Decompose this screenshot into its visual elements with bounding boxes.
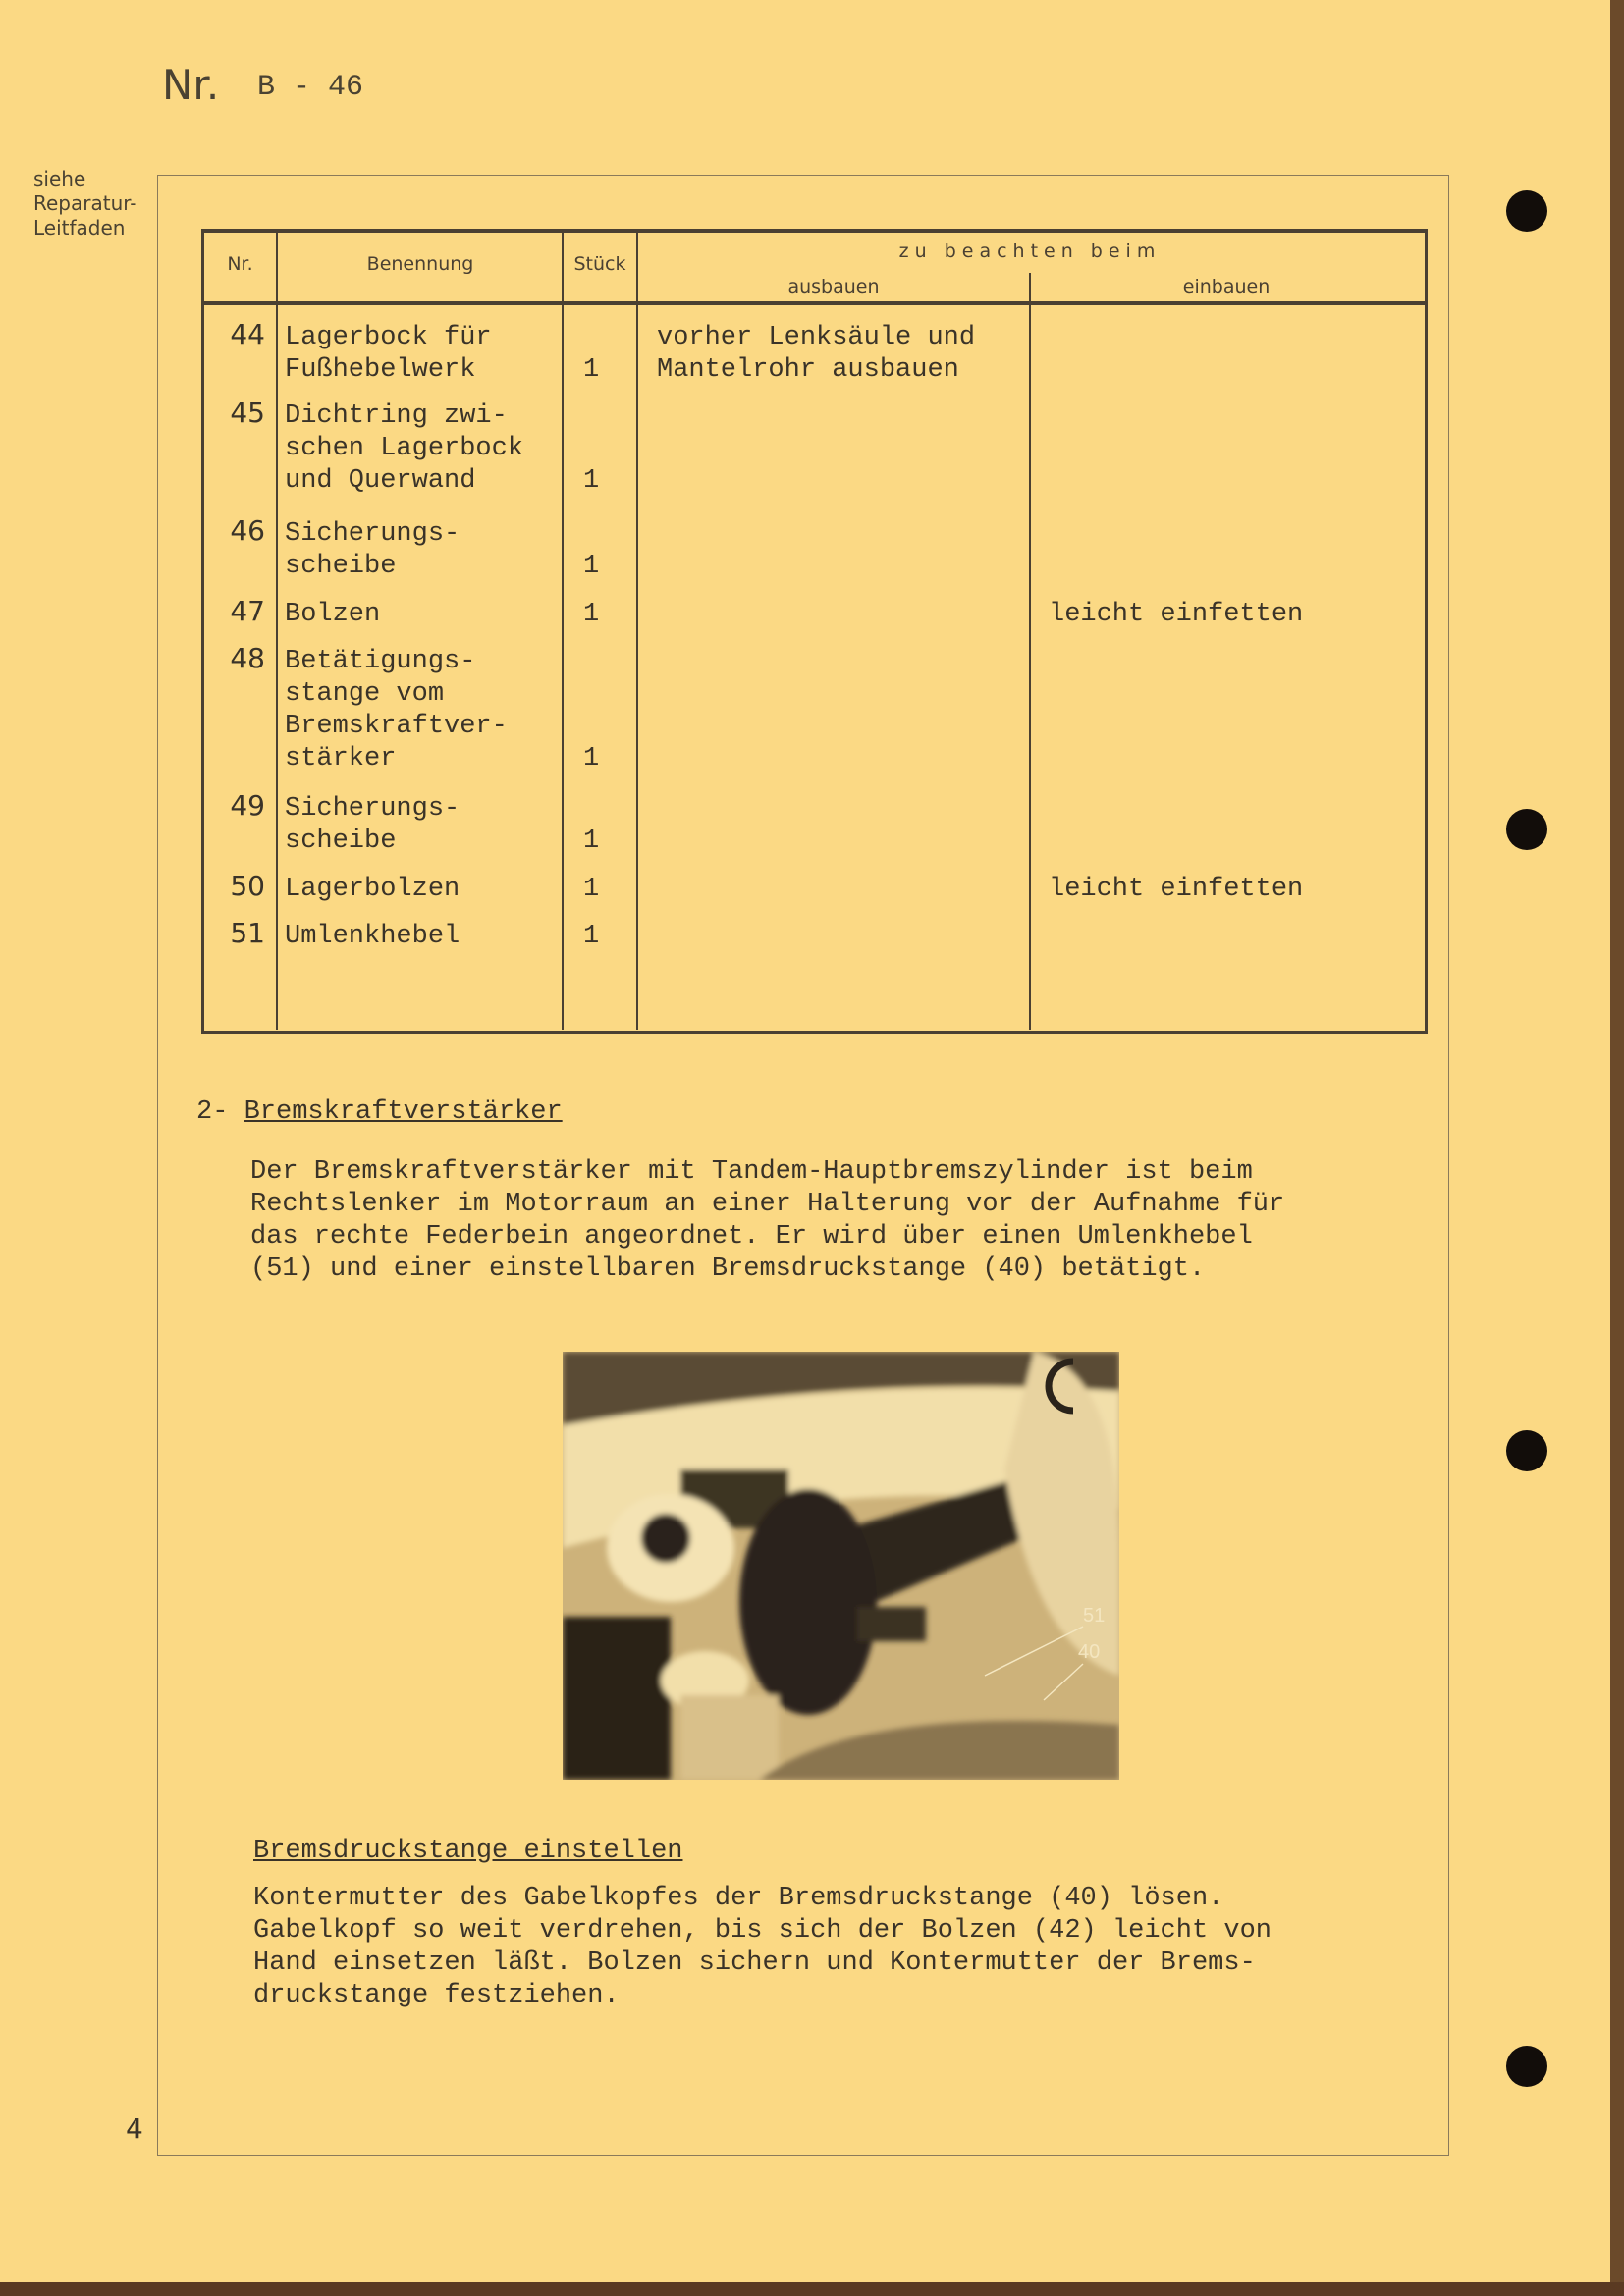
row-stueck: 1 — [583, 875, 600, 904]
row-stueck: 1 — [583, 466, 600, 496]
margin-note-line: Reparatur- — [33, 191, 137, 215]
row-stueck: 1 — [583, 600, 600, 629]
header-nr: Nr. — [227, 253, 253, 275]
row-number: 50 — [230, 870, 265, 902]
punch-hole — [1506, 2046, 1547, 2087]
section-title: Bremskraftverstärker — [244, 1097, 563, 1127]
row-benennung: Sicherungs- scheibe — [285, 794, 460, 856]
column-divider — [1029, 273, 1031, 1030]
brake-booster-photo — [563, 1352, 1119, 1780]
punch-hole — [1506, 809, 1547, 850]
column-divider — [636, 229, 638, 1030]
row-benennung: Lagerbolzen — [285, 875, 460, 904]
section-prefix: 2- — [196, 1097, 229, 1127]
header-group: zu beachten beim — [898, 240, 1162, 262]
page-edge-bottom — [0, 2282, 1624, 2296]
photo-callout-40: 40 — [1078, 1641, 1101, 1663]
margin-note — [33, 167, 136, 240]
row-benennung: Betätigungs- stange vom Bremskraftver- stärker — [285, 647, 508, 774]
page-edge-right — [1610, 0, 1624, 2296]
column-divider — [276, 229, 278, 1030]
row-benennung: Sicherungs- scheibe — [285, 519, 460, 581]
header-stueck: Stück — [573, 253, 626, 275]
doc-number: B - 46 — [257, 71, 364, 104]
photo-callout-51: 51 — [1083, 1605, 1106, 1627]
subsection-paragraph: Kontermutter des Gabelkopfes der Bremsdruckstange (40) lösen. Gabelkopf so weit verdrehen, bis sich der Bolzen (42) leicht von Hand einsetzen läßt. Bolzen sichern und Kontermutter der Brems- druckstange festziehen. — [253, 1884, 1272, 2010]
margin-note-line: Leitfaden — [33, 216, 126, 240]
section-heading — [196, 1096, 563, 1129]
row-stueck: 1 — [583, 827, 600, 856]
column-divider — [562, 229, 564, 1030]
subsection-heading: Bremsdruckstange einstellen — [253, 1837, 683, 1866]
row-number: 51 — [230, 917, 265, 949]
row-number: 45 — [230, 397, 265, 429]
row-einbauen: leicht einfetten — [1049, 875, 1304, 904]
row-benennung: Bolzen — [285, 600, 381, 629]
row-stueck: 1 — [583, 744, 600, 774]
header-divider — [201, 301, 1428, 305]
header-ausbauen: ausbauen — [787, 276, 880, 297]
punch-hole — [1506, 190, 1547, 232]
margin-note-line: siehe — [33, 167, 86, 190]
row-benennung: Lagerbock für Fußhebelwerk — [285, 323, 492, 385]
row-ausbauen: vorher Lenksäule und Mantelrohr ausbauen — [657, 323, 976, 385]
page-number: 4 — [126, 2112, 143, 2145]
header-benennung: Benennung — [366, 253, 474, 275]
section-paragraph: Der Bremskraftverstärker mit Tandem-Hauptbremszylinder ist beim Rechtslenker im Motorraum an einer Halterung vor der Aufnahme für das rechte Federbein angeordnet. Er wird über einen Umlenkhebel (51) und einer einstellbaren Bremsdruckstange (40) betätigt. — [250, 1157, 1285, 1284]
nr-label: Nr. — [162, 61, 220, 109]
row-benennung: Dichtring zwi- schen Lagerbock und Querwand — [285, 401, 524, 496]
row-number: 48 — [230, 642, 265, 674]
header-einbauen: einbauen — [1182, 276, 1271, 297]
row-stueck: 1 — [583, 922, 600, 951]
row-number: 44 — [230, 318, 265, 350]
row-number: 47 — [230, 595, 265, 627]
row-stueck: 1 — [583, 552, 600, 581]
punch-hole — [1506, 1430, 1547, 1471]
row-benennung: Umlenkhebel — [285, 922, 460, 951]
row-einbauen: leicht einfetten — [1049, 600, 1304, 629]
row-number: 46 — [230, 514, 265, 547]
row-number: 49 — [230, 789, 265, 822]
row-stueck: 1 — [583, 355, 600, 385]
